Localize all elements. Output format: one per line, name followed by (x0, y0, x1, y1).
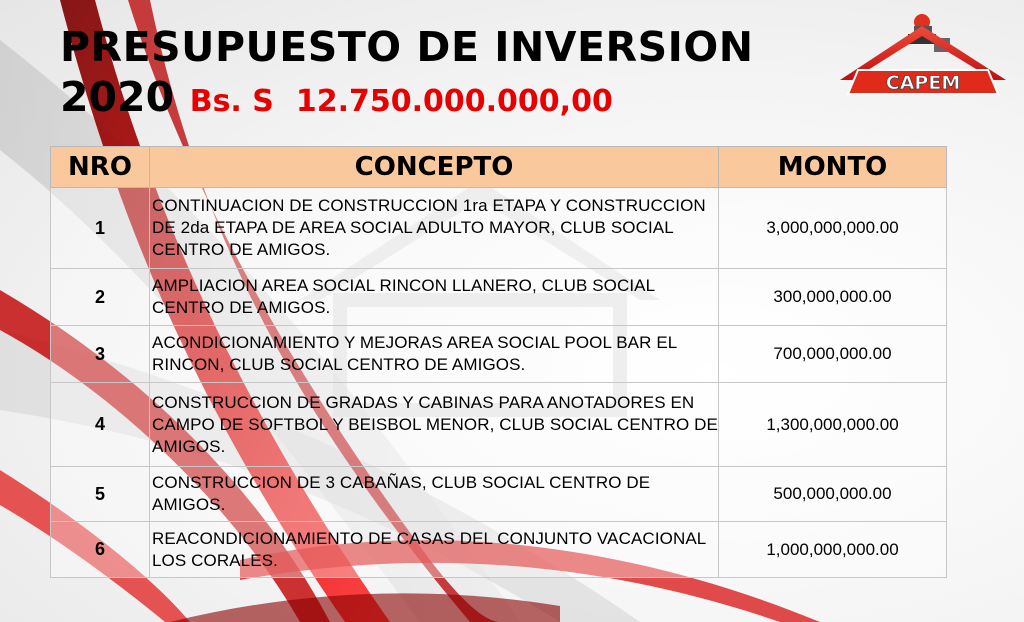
row-monto: 1,300,000,000.00 (719, 383, 947, 467)
page-title: PRESUPUESTO DE INVERSION (60, 23, 754, 71)
capem-logo (838, 8, 1008, 104)
total-amount (190, 84, 613, 119)
row-monto: 300,000,000.00 (719, 269, 947, 326)
row-concepto: REACONDICIONAMIENTO DE CASAS DEL CONJUNTO VACACIONAL LOS CORALES. (150, 522, 719, 578)
currency-label: Bs. S (189, 84, 274, 119)
row-nro: 2 (51, 269, 150, 326)
table-row (51, 467, 947, 522)
total-amount-value: 12.750.000.000,00 (295, 84, 613, 119)
column-header-nro: NRO (51, 147, 150, 188)
table-row (51, 326, 947, 383)
table-header-row (51, 147, 947, 188)
table-row (51, 383, 947, 467)
row-monto: 1,000,000,000.00 (719, 522, 947, 578)
table-row (51, 269, 947, 326)
row-nro: 1 (51, 188, 150, 269)
row-nro: 6 (51, 522, 150, 578)
row-monto: 700,000,000.00 (719, 326, 947, 383)
title-year: 2020 (60, 73, 175, 121)
row-nro: 3 (51, 326, 150, 383)
logo-text: CAPEM (885, 72, 961, 94)
column-header-monto: MONTO (719, 147, 947, 188)
row-concepto: ACONDICIONAMIENTO Y MEJORAS AREA SOCIAL POOL BAR EL RINCON, CLUB SOCIAL CENTRO DE AMIGOS. (150, 326, 719, 383)
row-monto: 3,000,000,000.00 (719, 188, 947, 269)
row-monto: 500,000,000.00 (719, 467, 947, 522)
table-row (51, 522, 947, 578)
column-header-concepto: CONCEPTO (150, 147, 719, 188)
budget-table (50, 146, 947, 578)
table-row (51, 188, 947, 269)
row-concepto: CONSTRUCCION DE GRADAS Y CABINAS PARA ANOTADORES EN CAMPO DE SOFTBOL Y BEISBOL MENOR, CLUB SOCIAL CENTRO DE AMIGOS. (150, 383, 719, 467)
row-concepto: AMPLIACION AREA SOCIAL RINCON LLANERO, CLUB SOCIAL CENTRO DE AMIGOS. (150, 269, 719, 326)
title-subline (60, 74, 613, 129)
row-nro: 5 (51, 467, 150, 522)
row-nro: 4 (51, 383, 150, 467)
row-concepto: CONTINUACION DE CONSTRUCCION 1ra ETAPA Y CONSTRUCCION DE 2da ETAPA DE AREA SOCIAL ADULTO MAYOR, CLUB SOCIAL CENTRO DE AMIGOS. (150, 188, 719, 269)
row-concepto: CONSTRUCCION DE 3 CABAÑAS, CLUB SOCIAL CENTRO DE AMIGOS. (150, 467, 719, 522)
